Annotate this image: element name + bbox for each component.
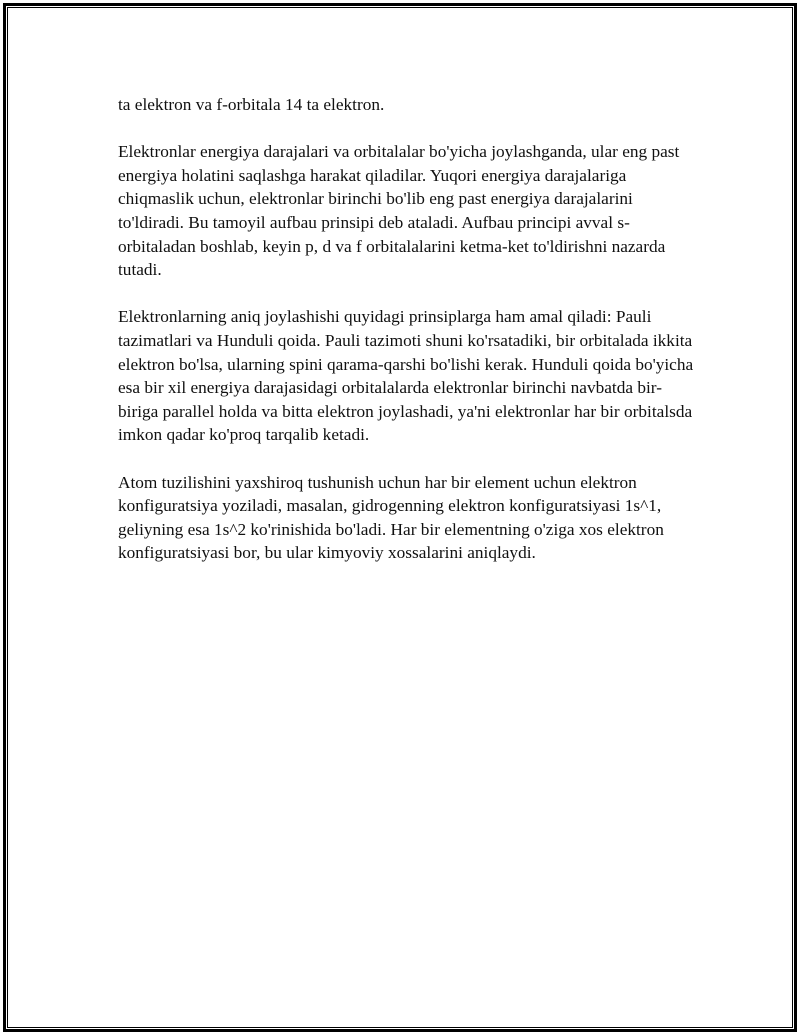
paragraph-pauli-hund: Elektronlarning aniq joylashishi quyidagi prinsiplarga ham amal qiladi: Pauli tazimatlari va Hunduli qoida. Pauli tazimoti shuni ko'rsatadiki, bir orbitalada ikkita elektron bo'lsa, ularning spini qarama-qarshi bo'lishi kerak. Hunduli qoida bo'yicha esa bir xil energiya darajasidagi orbitalalarda elektronlar birinchi navbatda bir-biriga parallel holda va bitta elektron joylashadi, ya'ni elektronlar har bir orbitalsda imkon qadar ko'proq tarqalib ketadi.: [118, 307, 694, 445]
paragraph-aufbau: Elektronlar energiya darajalari va orbitalalar bo'yicha joylashganda, ular eng past energiya holatini saqlashga harakat qiladilar. Yuqori energiya darajalariga chiqmaslik uchun, elektronlar birinchi bo'lib eng past energiya darajalarini to'ldiradi. Bu tamoyil aufbau prinsipi deb ataladi. Aufbau principi avval s-orbitaladan boshlab, keyin p, d va f orbitalalarini ketma-ket to'ldirishni nazarda tutadi.: [118, 142, 680, 280]
paragraph-continuation: ta elektron va f-orbitala 14 ta elektron.: [118, 95, 385, 114]
document-body: [118, 93, 698, 588]
paragraph-configuration: Atom tuzilishini yaxshiroq tushunish uchun har bir element uchun elektron konfiguratsiya yoziladi, masalan, gidrogenning elektron konfiguratsiyasi 1s^1, geliyning esa 1s^2 ko'rinishida bo'ladi. Har bir elementning o'ziga xos elektron konfiguratsiyasi bor, bu ular kimyoviy xossalarini aniqlaydi.: [118, 472, 664, 563]
